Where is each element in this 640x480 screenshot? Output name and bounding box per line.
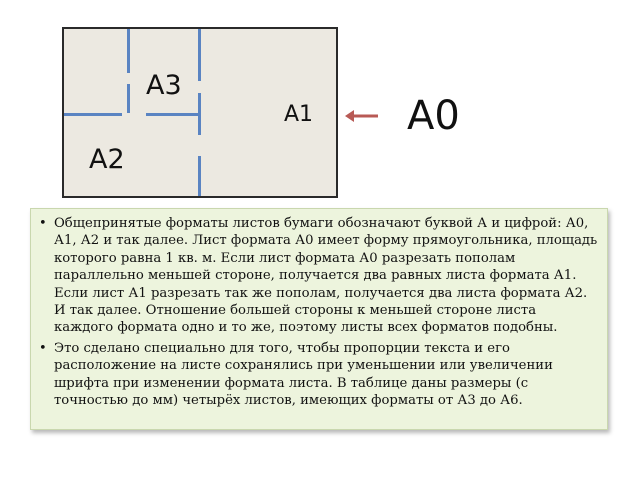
cut-line-a3-top — [127, 29, 130, 73]
paper-format-diagram — [0, 0, 640, 210]
cut-line-a1-middle — [198, 93, 201, 135]
left-arrow-icon — [344, 106, 380, 126]
description-text-1: Общепринятые форматы листов бумаги обозначают буквой А и цифрой: А0, А1, А2 и так далее. Лист формата А0 имеет форму прямоугольника, площадь которого равна 1 кв. м. Если лист формата А0 разрезать пополам параллельно меньшей стороне, получается два равных листа формата А1. Если лист А1 разрезать так же пополам, получается два листа формата А2. И так далее. Отношение большей стороны к меньшей стороне листа каждого формата одно и то же, поэтому листы всех форматов подобны. — [54, 216, 598, 336]
description-text-2: Это сделано специально для того, чтобы пропорции текста и его расположение на листе сохранялись при уменьшении или увеличении шрифта при изменении формата листа. В таблице даны размеры (с точностью до мм) четырёх листов, имеющих форматы от А3 до А6. — [54, 340, 553, 409]
bullet-icon: • — [39, 340, 47, 356]
label-a2: A2 — [89, 144, 125, 175]
description-item-2 — [39, 340, 599, 410]
description-list — [39, 215, 599, 409]
cut-line-a3-bottom — [127, 84, 130, 113]
label-a1: A1 — [284, 102, 314, 127]
bullet-icon: • — [39, 216, 47, 231]
description-item-1 — [39, 215, 599, 337]
cut-line-a1-top — [198, 29, 201, 81]
cut-line-a2-right — [146, 113, 198, 116]
label-a3: A3 — [146, 70, 182, 101]
cut-line-a1-bottom — [198, 156, 201, 196]
description-textbox — [30, 208, 608, 430]
label-a0: A0 — [407, 93, 460, 139]
cut-line-a2-left — [64, 113, 122, 116]
